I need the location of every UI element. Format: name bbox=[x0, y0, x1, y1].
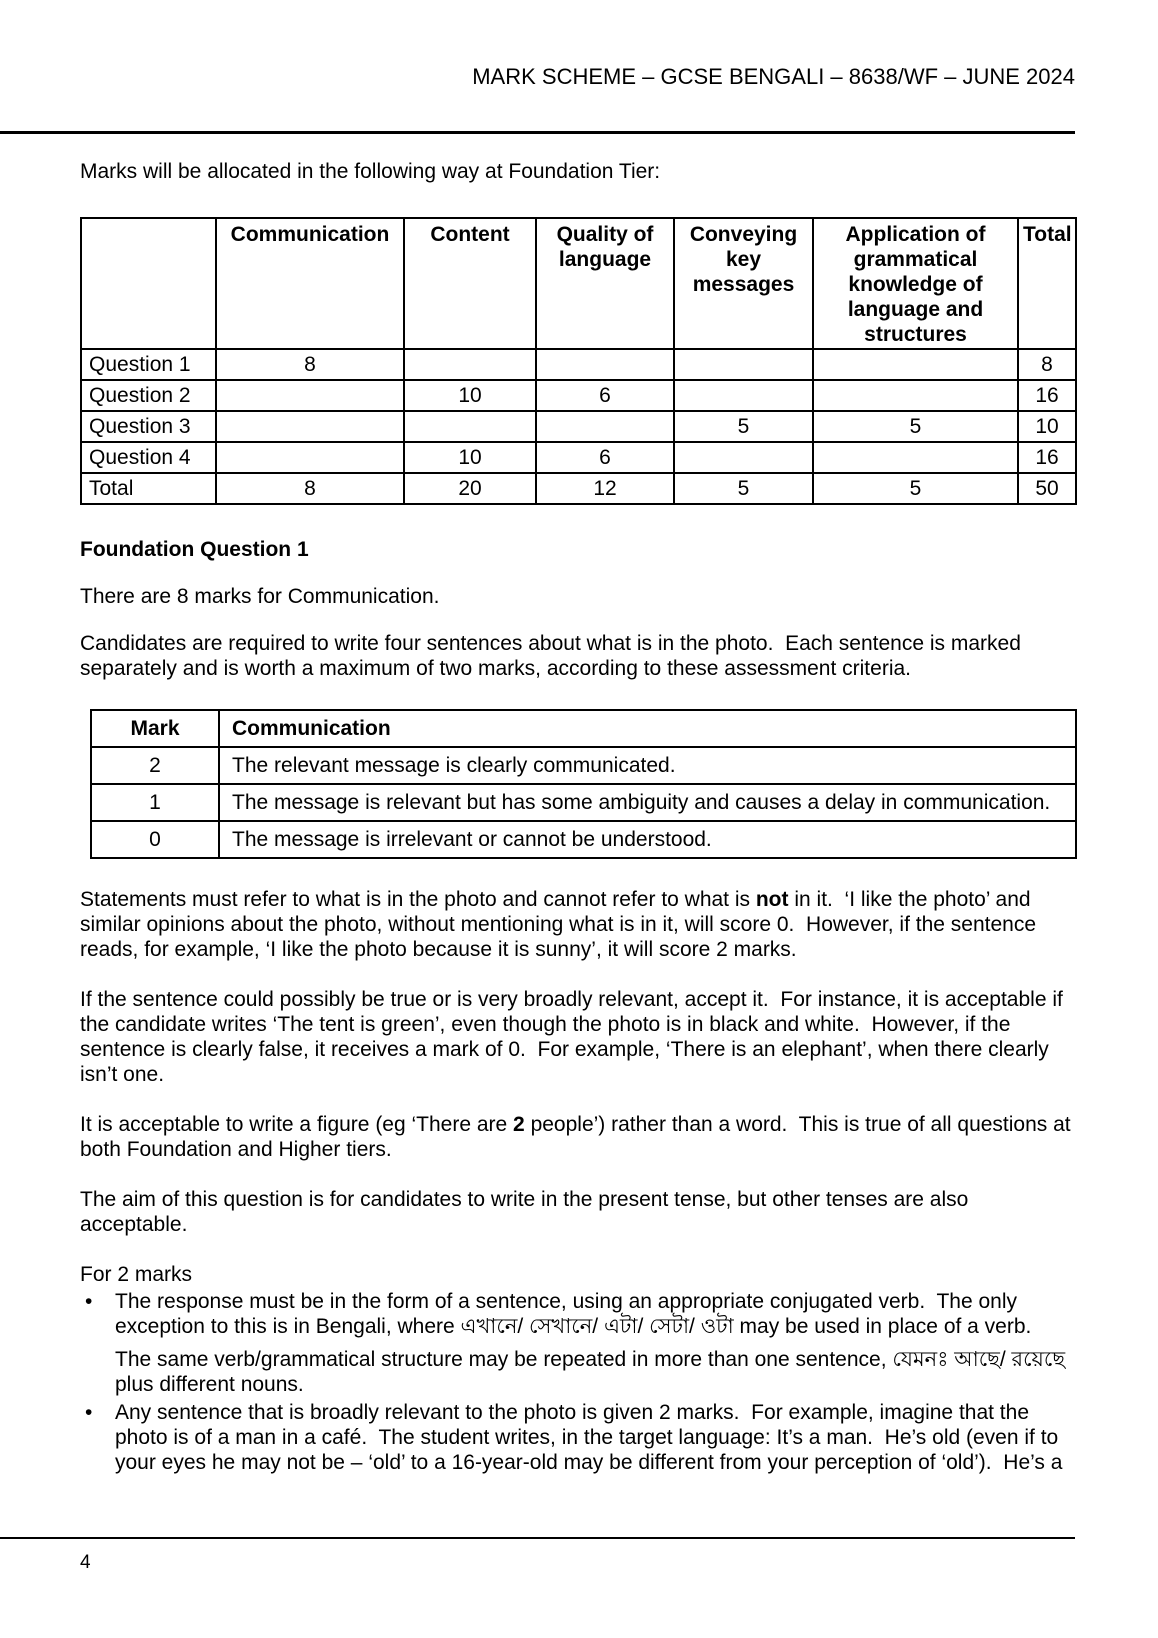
cell bbox=[216, 380, 404, 411]
cell bbox=[536, 411, 674, 442]
cell: 6 bbox=[536, 442, 674, 473]
cell bbox=[674, 380, 813, 411]
intro-text: Marks will be allocated in the following way at Foundation Tier: bbox=[80, 160, 661, 183]
cell bbox=[404, 411, 536, 442]
header-cell: Content bbox=[404, 218, 536, 349]
header-cell: Application of grammatical knowledge of language and structures bbox=[813, 218, 1018, 349]
table-row bbox=[81, 380, 1076, 411]
criteria-cell: The message is irrelevant or cannot be understood. bbox=[219, 821, 1076, 858]
cell: 10 bbox=[404, 442, 536, 473]
header-cell: Total bbox=[1018, 218, 1076, 349]
header-cell: Communication bbox=[216, 218, 404, 349]
bullet-text: The response must be in the form of a sentence, using an appropriate conjugated verb. The only exception to this is in Bengali, where এখানে/ সেখানে/ এটা/ সেটা/ ওটা may be used in place of a verb. bbox=[115, 1290, 1032, 1338]
bullet-item-verb bbox=[80, 1289, 1075, 1397]
cell: 20 bbox=[404, 473, 536, 504]
table-row bbox=[81, 349, 1076, 380]
header-cell: Conveying key messages bbox=[674, 218, 813, 349]
bullet-item-relevance bbox=[80, 1400, 1075, 1475]
mark-cell: 2 bbox=[91, 747, 219, 784]
cell: 10 bbox=[404, 380, 536, 411]
cell: 8 bbox=[216, 473, 404, 504]
bullet-marker: • bbox=[85, 1290, 93, 1313]
communication-criteria-table bbox=[90, 709, 1077, 859]
cell: 16 bbox=[1018, 380, 1076, 411]
table-row bbox=[81, 442, 1076, 473]
cell bbox=[674, 442, 813, 473]
table-row-total bbox=[81, 473, 1076, 504]
header-cell: Communication bbox=[219, 710, 1076, 747]
row-label: Question 1 bbox=[81, 349, 216, 380]
cell bbox=[536, 349, 674, 380]
criteria-cell: The relevant message is clearly communicated. bbox=[219, 747, 1076, 784]
for-2-marks-label: For 2 marks bbox=[80, 1263, 193, 1286]
footer-rule bbox=[0, 1537, 1075, 1539]
cell: 8 bbox=[216, 349, 404, 380]
row-label: Question 3 bbox=[81, 411, 216, 442]
row-label: Total bbox=[81, 473, 216, 504]
cell bbox=[813, 380, 1018, 411]
header-cell bbox=[81, 218, 216, 349]
paragraph-figure: It is acceptable to write a figure (eg ‘There are 2 people’) rather than a word. This is true of all questions at both Foundation and Higher tiers. bbox=[80, 1113, 1077, 1161]
cell: 5 bbox=[674, 473, 813, 504]
paragraph-sentence-true: If the sentence could possibly be true or is very broadly relevant, accept it. For instance, it is acceptable if the candidate writes ‘The tent is green’, even though the photo is in black and white. However, if the sentence is clearly false, it receives a mark of 0. For example, ‘There is an elephant’, when there clearly isn’t one. bbox=[80, 988, 1069, 1086]
header-rule bbox=[0, 131, 1075, 134]
row-label: Question 2 bbox=[81, 380, 216, 411]
cell: 50 bbox=[1018, 473, 1076, 504]
cell: 16 bbox=[1018, 442, 1076, 473]
cell bbox=[216, 442, 404, 473]
criteria-cell: The message is relevant but has some ambiguity and causes a delay in communication. bbox=[219, 784, 1076, 821]
mark-cell: 0 bbox=[91, 821, 219, 858]
page-header-title: MARK SCHEME – GCSE BENGALI – 8638/WF – JUNE 2024 bbox=[472, 64, 1075, 89]
table-row bbox=[91, 784, 1076, 821]
cell bbox=[813, 349, 1018, 380]
section-heading: Foundation Question 1 bbox=[80, 538, 309, 561]
cell: 8 bbox=[1018, 349, 1076, 380]
table-row bbox=[91, 821, 1076, 858]
cell: 10 bbox=[1018, 411, 1076, 442]
page-number: 4 bbox=[80, 1552, 91, 1573]
cell: 5 bbox=[674, 411, 813, 442]
page-content bbox=[80, 159, 1075, 1475]
header-cell: Mark bbox=[91, 710, 219, 747]
row-label: Question 4 bbox=[81, 442, 216, 473]
cell: 5 bbox=[813, 473, 1018, 504]
paragraph-aim: The aim of this question is for candidates to write in the present tense, but other tenses are also acceptable. bbox=[80, 1188, 975, 1236]
cell bbox=[216, 411, 404, 442]
cell: 5 bbox=[813, 411, 1018, 442]
table-header-row bbox=[81, 218, 1076, 349]
table-row bbox=[81, 411, 1076, 442]
cell: 6 bbox=[536, 380, 674, 411]
header-cell: Quality of language bbox=[536, 218, 674, 349]
table-header-row bbox=[91, 710, 1076, 747]
bullet-text: Any sentence that is broadly relevant to the photo is given 2 marks. For example, imagine that the photo is of a man in a café. The student writes, in the target language: It’s a man. He’s old (even if to your eyes he may not be – ‘old’ to a 16-year-old may be different from your perception of ‘old’). He’s a bbox=[115, 1401, 1065, 1474]
bullet-text-continued: The same verb/grammatical structure may be repeated in more than one sentence, যেমনঃ আছে/ রয়েছে plus different nouns. bbox=[115, 1348, 1071, 1396]
cell bbox=[674, 349, 813, 380]
cell bbox=[813, 442, 1018, 473]
paragraph-statements: Statements must refer to what is in the photo and cannot refer to what is not in it. ‘I like the photo’ and similar opinions about the photo, without mentioning what is in it, will score 0. However, if the sentence reads, for example, ‘I like the photo because it is sunny’, it will score 2 marks. bbox=[80, 888, 1042, 961]
bullet-marker: • bbox=[85, 1401, 93, 1424]
marks-allocation-table bbox=[80, 217, 1077, 505]
mark-cell: 1 bbox=[91, 784, 219, 821]
paragraph-marks-intro: There are 8 marks for Communication. bbox=[80, 585, 440, 608]
cell bbox=[404, 349, 536, 380]
table-row bbox=[91, 747, 1076, 784]
cell: 12 bbox=[536, 473, 674, 504]
paragraph-candidates: Candidates are required to write four sentences about what is in the photo. Each sentence is marked separately and is worth a maximum of two marks, according to these assessment criteria. bbox=[80, 632, 1027, 680]
